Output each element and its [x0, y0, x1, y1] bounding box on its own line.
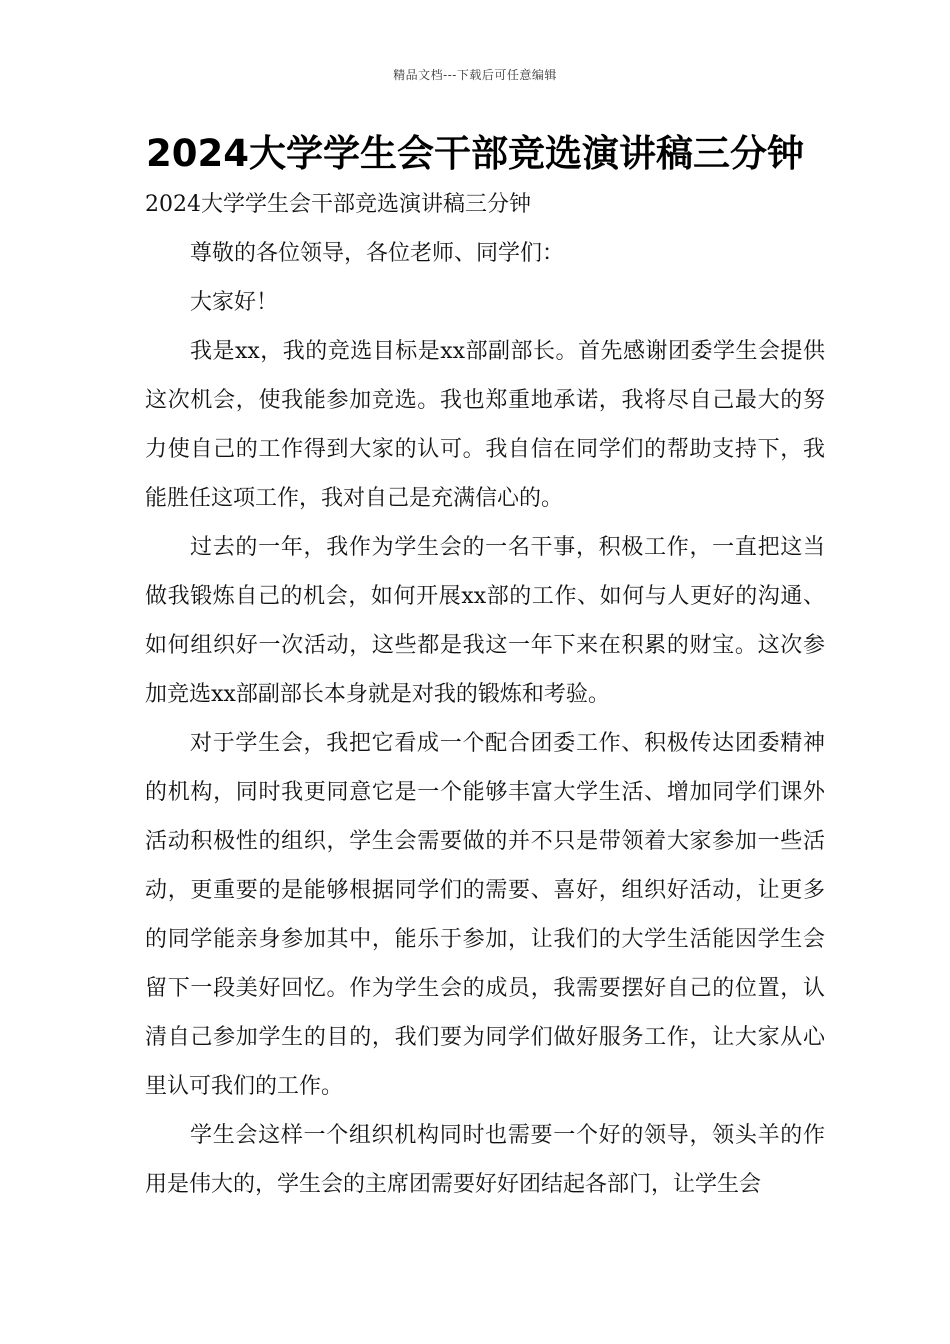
paragraph: 学生会这样一个组织机构同时也需要一个好的领导，领头羊的作用是伟大的，学生会的主席团需要好好团结起各部门，让学生会 [145, 1123, 825, 1197]
header-note: 精品文档---下载后可任意编辑 [393, 68, 557, 82]
paragraph: 我是xx，我的竞选目标是xx部副部长。首先感谢团委学生会提供这次机会，使我能参加竞选。我也郑重地承诺，我将尽自己最大的努力使自己的工作得到大家的认可。我自信在同学们的帮助支持下，我能胜任这项工作，我对自己是充满信心的。 [145, 339, 825, 511]
document-title: 2024大学学生会干部竞选演讲稿三分钟 [146, 132, 804, 175]
paragraph-greeting: 大家好！ [190, 290, 279, 315]
paragraph: 对于学生会，我把它看成一个配合团委工作、积极传达团委精神的机构，同时我更同意它是一个能够丰富大学生活、增加同学们课外活动积极性的组织，学生会需要做的并不只是带领着大家参加一些活动，更重要的是能够根据同学们的需要、喜好，组织好活动，让更多的同学能亲身参加其中，能乐于参加，让我们的大学生活能因学生会留下一段美好回忆。作为学生会的成员，我需要摆好自己的位置，认清自己参加学生的目的，我们要为同学们做好服务工作，让大家从心里认可我们的工作。 [145, 731, 825, 1099]
paragraph: 过去的一年，我作为学生会的一名干事，积极工作，一直把这当做我锻炼自己的机会，如何开展xx部的工作、如何与人更好的沟通、如何组织好一次活动，这些都是我这一年下来在积累的财宝。这次参加竞选xx部副部长本身就是对我的锻炼和考验。 [145, 535, 825, 707]
document-subtitle: 2024大学学生会干部竞选演讲稿三分钟 [145, 192, 531, 217]
document-body [145, 180, 825, 1209]
paragraph-salutation: 尊敬的各位领导，各位老师、同学们： [190, 241, 565, 266]
